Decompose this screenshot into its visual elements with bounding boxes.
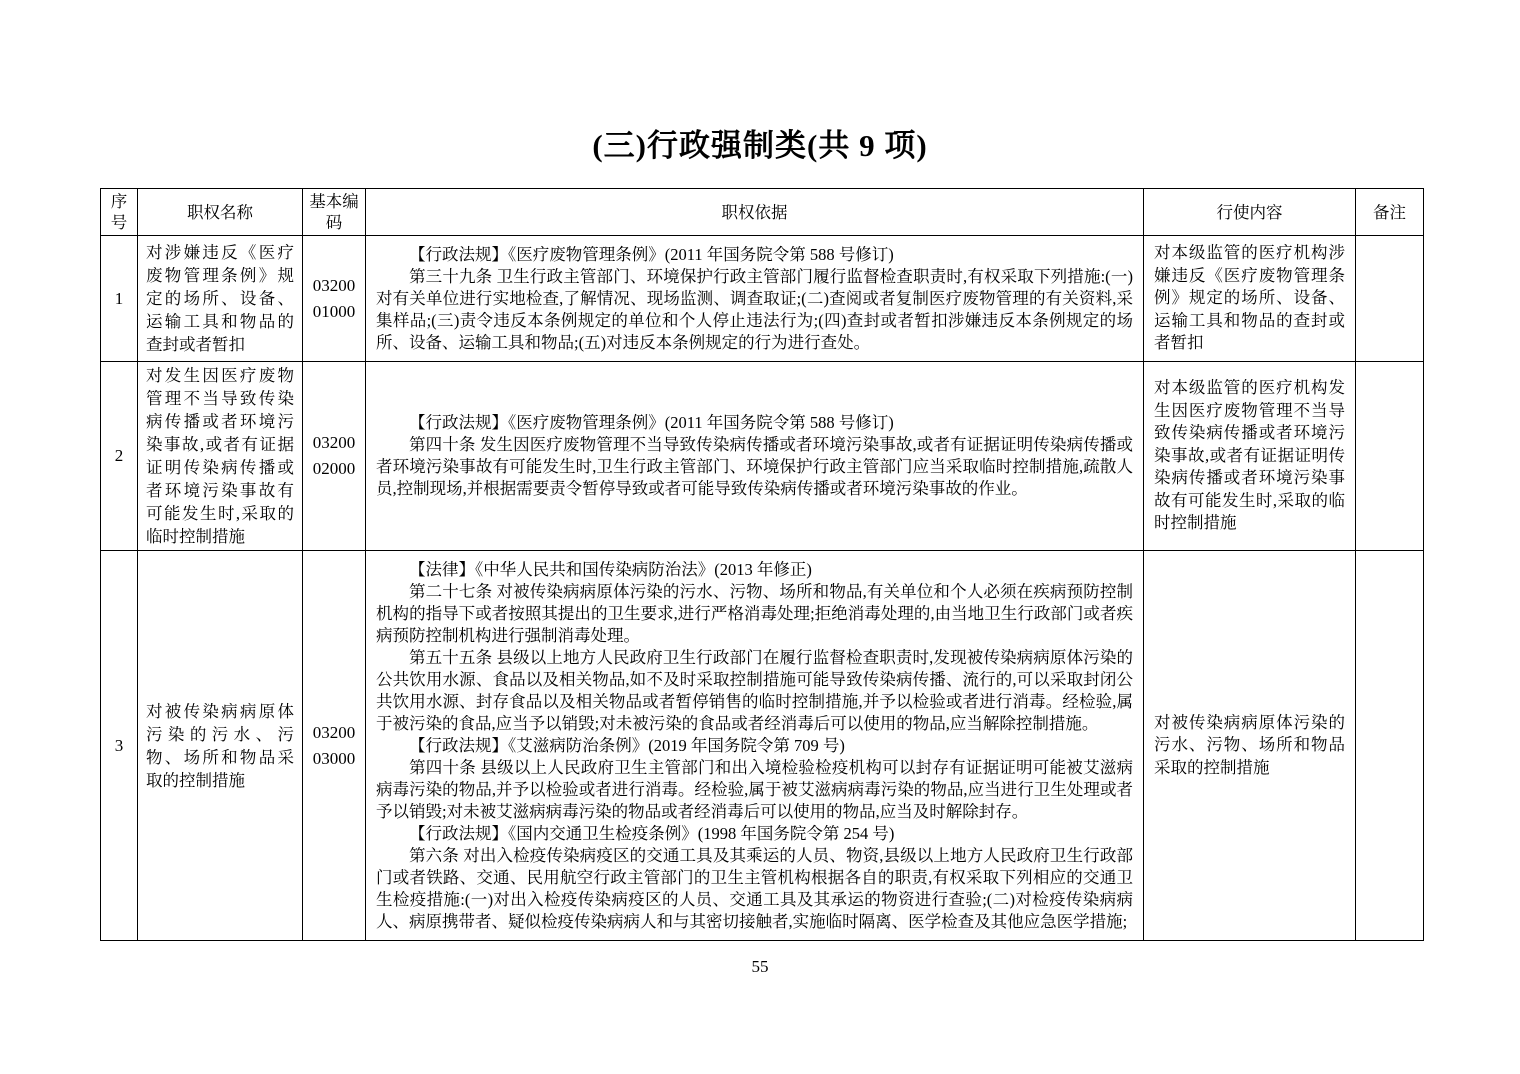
table-row <box>101 362 1424 551</box>
cell-basic-code <box>303 236 366 362</box>
col-header-code: 基本编码 <box>303 189 366 236</box>
legal-basis-paragraph: 【行政法规】《医疗废物管理条例》(2011 年国务院令第 588 号修订) <box>409 244 894 264</box>
legal-basis-paragraph: 【行政法规】《艾滋病防治条例》(2019 年国务院令第 709 号) <box>409 735 845 755</box>
legal-basis-paragraph: 【法律】《中华人民共和国传染病防治法》(2013 年修正) <box>409 559 812 579</box>
page-number: 55 <box>751 957 769 976</box>
cell-legal-basis <box>366 551 1144 941</box>
code-line: 03200 <box>312 722 356 742</box>
exercise-content-text: 对被传染病病原体污染的污水、污物、场所和物品采取的控制措施 <box>1154 712 1345 777</box>
table-header-row <box>101 189 1424 236</box>
code-line: 01000 <box>312 301 356 321</box>
code-line: 03200 <box>312 433 356 452</box>
cell-remark <box>1356 551 1424 941</box>
page-title: (三)行政强制类(共 9 项) <box>592 128 928 163</box>
code-line: 03200 <box>312 275 356 295</box>
cell-legal-basis <box>366 362 1144 551</box>
authority-name-text: 对被传染病病原体污染的污水、污物、场所和物品采取的控制措施 <box>146 701 294 790</box>
col-header-index: 序号 <box>101 189 138 236</box>
cell-authority-name <box>138 236 303 362</box>
legal-basis-paragraph: 第五十五条 县级以上地方人民政府卫生行政部门在履行监督检查职责时,发现被传染病病原体污染的公共饮用水源、食品以及相关物品,如不及时采取控制措施可能导致传染病传播、流行的,可以采取封闭公共饮用水源、封存食品以及相关物品或者暂停销售的临时控制措施,并予以检验或者进行消毒。经检验,属于被污染的食品,应当予以销毁;对未被污染的食品或者经消毒后可以使用的物品,应当解除控制措施。 <box>376 647 1133 733</box>
cell-exercise-content <box>1144 551 1356 941</box>
legal-basis-paragraph: 【行政法规】《国内交通卫生检疫条例》(1998 年国务院令第 254 号) <box>409 823 895 843</box>
exercise-content-text: 对本级监管的医疗机构涉嫌违反《医疗废物管理条例》规定的场所、设备、运输工具和物品的查封或者暂扣 <box>1154 243 1345 353</box>
authority-name-text: 对涉嫌违反《医疗废物管理条例》规定的场所、设备、运输工具和物品的查封或者暂扣 <box>146 243 294 354</box>
legal-basis-paragraph: 第二十七条 对被传染病病原体污染的污水、污物、场所和物品,有关单位和个人必须在疾病预防控制机构的指导下或者按照其提出的卫生要求,进行严格消毒处理;拒绝消毒处理的,由当地卫生行政部门或者疾病预防控制机构进行强制消毒处理。 <box>376 581 1133 645</box>
col-header-content: 行使内容 <box>1144 189 1356 236</box>
col-header-basis: 职权依据 <box>366 189 1144 236</box>
cell-remark <box>1356 362 1424 551</box>
legal-basis-paragraph: 第四十条 发生因医疗废物管理不当导致传染病传播或者环境污染事故,或者有证据证明传染病传播或者环境污染事故有可能发生时,卫生行政主管部门、环境保护行政主管部门应当采取临时控制措施,疏散人员,控制现场,并根据需要责令暂停导致或者可能导致传染病传播或者环境污染事故的作业。 <box>376 435 1133 498</box>
legal-basis-paragraph: 第三十九条 卫生行政主管部门、环境保护行政主管部门履行监督检查职责时,有权采取下列措施:(一)对有关单位进行实地检查,了解情况、现场监测、调查取证;(二)查阅或者复制医疗废物管理的有关资料,采集样品;(三)责令违反本条例规定的单位和个人停止违法行为;(四)查封或者暂扣涉嫌违反本条例规定的场所、设备、运输工具和物品;(五)对违反本条例规定的行为进行查处。 <box>376 266 1133 352</box>
exercise-content-text: 对本级监管的医疗机构发生因医疗废物管理不当导致传染病传播或者环境污染事故,或者有证据证明传染病传播或者环境污染事故有可能发生时,采取的临时控制措施 <box>1154 378 1345 533</box>
cell-authority-name <box>138 362 303 551</box>
table-row <box>101 551 1424 941</box>
cell-index: 3 <box>101 551 138 941</box>
cell-basic-code <box>303 362 366 551</box>
cell-authority-name <box>138 551 303 941</box>
col-header-remark: 备注 <box>1356 189 1424 236</box>
cell-index: 1 <box>101 236 138 362</box>
cell-legal-basis <box>366 236 1144 362</box>
cell-remark <box>1356 236 1424 362</box>
authority-name-text: 对发生因医疗废物管理不当导致传染病传播或者环境污染事故,或者有证据证明传染病传播或者环境污染事故有可能发生时,采取的临时控制措施 <box>146 366 294 546</box>
legal-basis-paragraph: 第六条 对出入检疫传染病疫区的交通工具及其乘运的人员、物资,县级以上地方人民政府卫生行政部门或者铁路、交通、民用航空行政主管部门的卫生主管机构根据各自的职责,有权采取下列相应的交通卫生检疫措施:(一)对出入检疫传染病疫区的人员、交通工具及其承运的物资进行查验;(二)对检疫传染病病人、病原携带者、疑似检疫传染病病人和与其密切接触者,实施临时隔离、医学检查及其他应急医学措施; <box>376 845 1133 931</box>
legal-basis-paragraph: 【行政法规】《医疗废物管理条例》(2011 年国务院令第 588 号修订) <box>409 413 894 432</box>
cell-basic-code <box>303 551 366 941</box>
authority-table <box>100 188 1424 941</box>
code-line: 03000 <box>312 748 356 768</box>
cell-exercise-content <box>1144 362 1356 551</box>
table-row <box>101 236 1424 362</box>
code-line: 02000 <box>312 459 356 478</box>
cell-index: 2 <box>101 362 138 551</box>
cell-exercise-content <box>1144 236 1356 362</box>
col-header-name: 职权名称 <box>138 189 303 236</box>
legal-basis-paragraph: 第四十条 县级以上人民政府卫生主管部门和出入境检验检疫机构可以封存有证据证明可能被艾滋病病毒污染的物品,并予以检验或者进行消毒。经检验,属于被艾滋病病毒污染的物品,应当进行卫生处理或者予以销毁;对未被艾滋病病毒污染的物品或者经消毒后可以使用的物品,应当及时解除封存。 <box>376 757 1133 821</box>
